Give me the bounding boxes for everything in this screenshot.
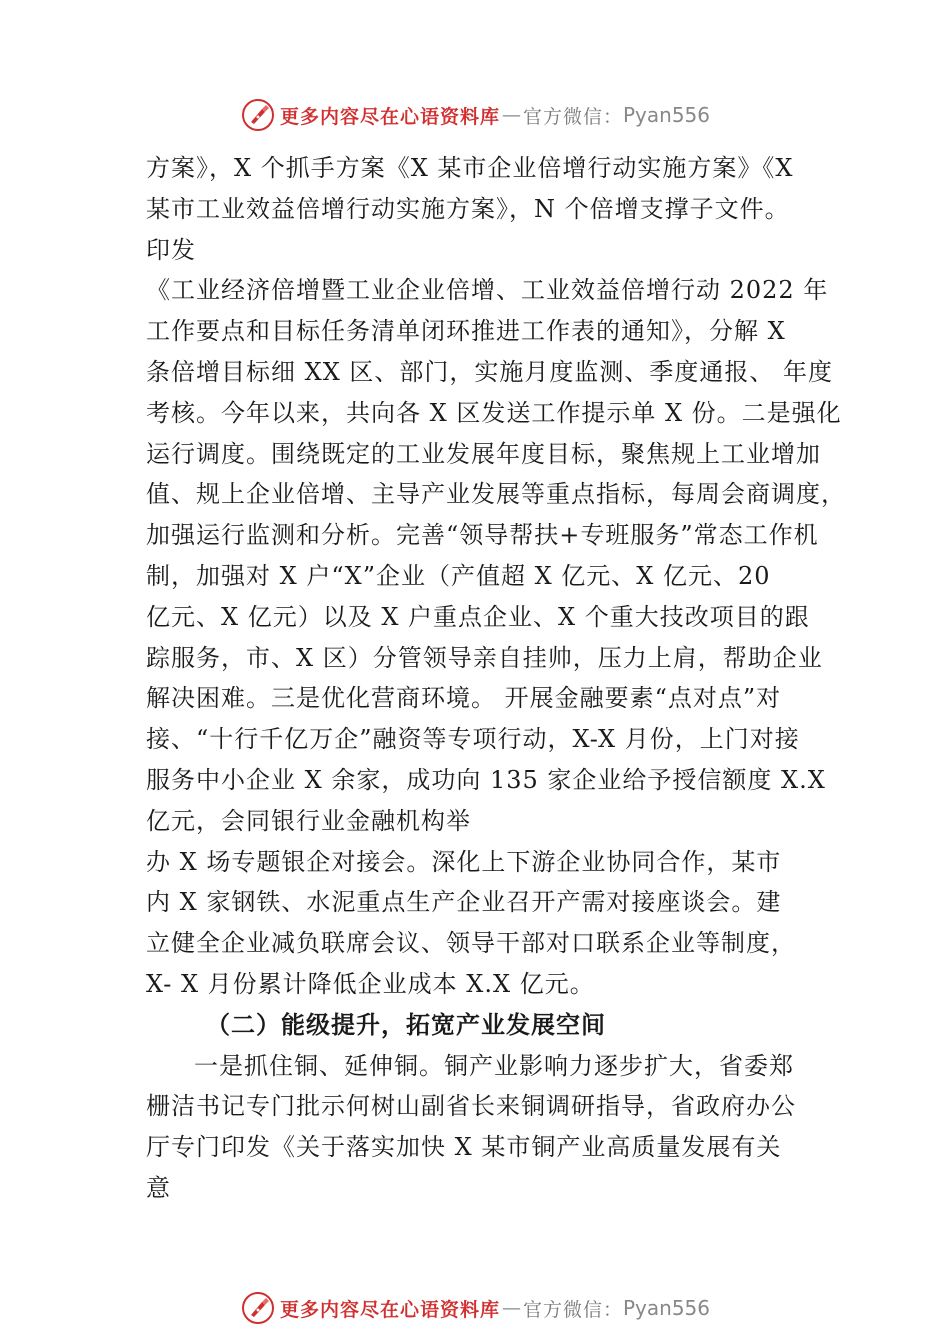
paragraph-line: 方案》，X 个抓手方案《X 某市企业倍增行动实施方案》《X xyxy=(146,154,794,182)
watermark-account: Pyan556 xyxy=(623,1296,711,1320)
watermark-account: Pyan556 xyxy=(623,103,711,127)
paragraph-line: 意 xyxy=(146,1173,171,1202)
section-heading: （二）能级提升，拓宽产业发展空间 xyxy=(206,1009,606,1039)
paragraph-line: 条倍增目标细 XX 区、部门，实施月度监测、季度通报、 年度 xyxy=(146,357,834,386)
watermark-footer xyxy=(0,1288,950,1328)
paragraph-line: 印发 xyxy=(146,235,196,264)
watermark-label: 官方微信： xyxy=(522,105,623,128)
document-body xyxy=(146,148,846,1209)
watermark-dash: — xyxy=(501,1297,521,1319)
paragraph-line: 加强运行监测和分析。完善“领导帮扶+专班服务”常态工作机 xyxy=(146,521,819,550)
watermark-brand: 更多内容尽在心语资料库 xyxy=(279,105,500,128)
paragraph-line: 厅专门印发《关于落实加快 X 某市铜产业高质量发展有关 xyxy=(146,1133,782,1162)
paragraph-line: 亿元、X 亿元）以及 X 户重点企业、X 个重大技改项目的跟 xyxy=(146,602,810,631)
paragraph-line: X- X 月份累计降低企业成本 X.X 亿元。 xyxy=(146,969,595,998)
watermark-header xyxy=(0,95,950,135)
paragraph-line: 解决困难。三是优化营商环境。 开展金融要素“点对点”对 xyxy=(146,684,782,713)
paragraph-line: 一是抓住铜、延伸铜。铜产业影响力逐步扩大，省委郑 xyxy=(194,1051,794,1080)
watermark-brand: 更多内容尽在心语资料库 xyxy=(279,1298,500,1321)
paragraph-line: 制，加强对 X 户“X”企业（产值超 X 亿元、X 亿元、20 xyxy=(146,561,771,590)
paragraph-line: 内 X 家钢铁、水泥重点生产企业召开产需对接座谈会。建 xyxy=(146,888,782,917)
paragraph-line: 某市工业效益倍增行动实施方案》，N 个倍增支撑子文件。 xyxy=(146,194,790,223)
paragraph-line: 考核。今年以来，共向各 X 区发送工作提示单 X 份。二是强化 xyxy=(146,398,842,427)
paragraph-line: 亿元，会同银行业金融机构举 xyxy=(146,806,471,835)
paragraph-line: 立健全企业减负联席会议、领导干部对口联系企业等制度， xyxy=(146,929,796,958)
paragraph-line: 服务中小企业 X 余家，成功向 135 家企业给予授信额度 X.X xyxy=(146,765,826,794)
paragraph-line: 运行调度。围绕既定的工业发展年度目标，聚焦规上工业增加 xyxy=(146,439,821,468)
paragraph-line: 接、“十行千亿万企”融资等专项行动，X-X 月份，上门对接 xyxy=(146,725,800,754)
paragraph-line: 办 X 场专题银企对接会。深化上下游企业协同合作，某市 xyxy=(146,847,782,876)
paragraph-line: 工作要点和目标任务清单闭环推进工作表的通知》，分解 X xyxy=(146,317,786,346)
watermark-dash: — xyxy=(501,104,521,126)
paragraph-line: 《工业经济倍增暨工业企业倍增、工业效益倍增行动 2022 年 xyxy=(146,276,829,305)
paragraph-line: 踪服务，市、X 区）分管领导亲自挂帅，压力上肩，帮助企业 xyxy=(146,643,823,672)
watermark-label: 官方微信： xyxy=(522,1298,623,1321)
fountain-pen-nib-icon xyxy=(240,1290,276,1326)
paragraph-line: 值、规上企业倍增、主导产业发展等重点指标，每周会商调度， xyxy=(146,480,846,509)
paragraph-line: 栅洁书记专门批示何树山副省长来铜调研指导，省政府办公 xyxy=(146,1092,796,1121)
fountain-pen-nib-icon xyxy=(240,97,276,133)
